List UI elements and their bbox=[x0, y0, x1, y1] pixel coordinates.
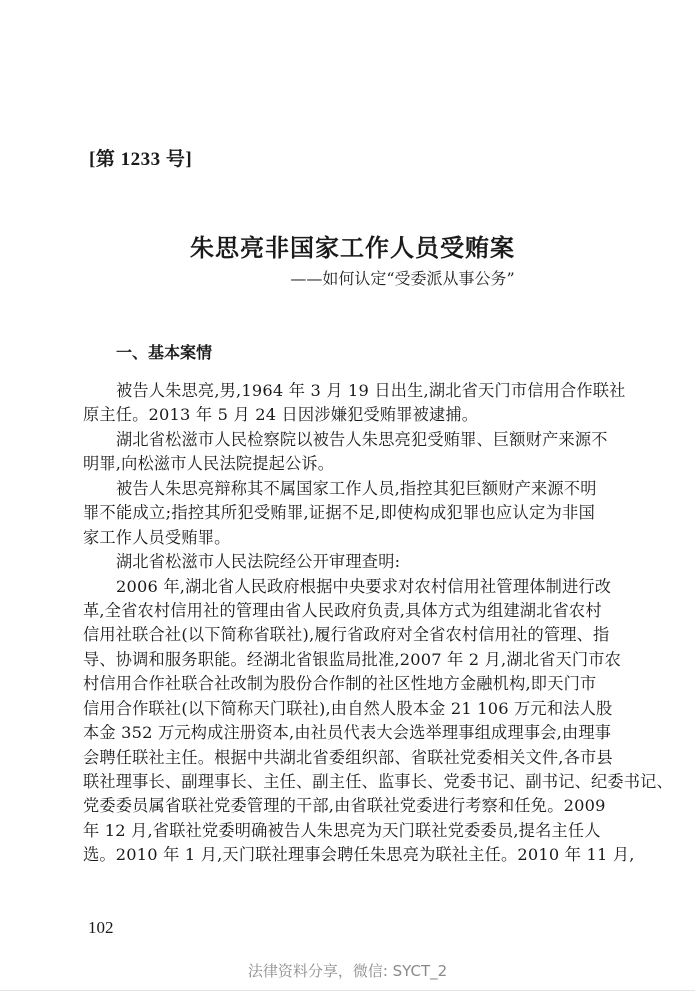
text-line: 明罪,向松滋市人民法院提起公诉。 bbox=[83, 454, 335, 474]
case-title: 朱思亮非国家工作人员受贿案 bbox=[190, 233, 515, 262]
case-number: [第 1233 号] bbox=[89, 149, 193, 170]
text-line: 本金 352 万元构成注册资本,由社员代表大会选举理事组成理事会,由理事 bbox=[83, 723, 612, 743]
text-line: 党委委员属省联社党委管理的干部,由省联社党委进行考察和任免。2009 bbox=[83, 796, 606, 816]
text-line: 联社理事长、副理事长、主任、副主任、监事长、党委书记、副书记、纪委书记、 bbox=[83, 772, 673, 791]
body-text bbox=[83, 379, 673, 868]
text-line: 被告人朱思亮辩称其不属国家工作人员,指控其犯巨额财产来源不明 bbox=[116, 478, 597, 498]
text-line: 湖北省松滋市人民法院经公开审理查明: bbox=[116, 552, 401, 572]
text-line: 导、协调和服务职能。经湖北省银监局批准,2007 年 2 月,湖北省天门市农 bbox=[83, 649, 622, 669]
page-number: 102 bbox=[88, 918, 114, 937]
text-line: 年 12 月,省联社党委明确被告人朱思亮为天门联社党委委员,提名主任人 bbox=[83, 820, 601, 840]
case-subtitle: ——如何认定“受委派从事公务” bbox=[290, 269, 515, 288]
section-heading: 一、基本案情 bbox=[116, 343, 213, 362]
text-line: 罪不能成立;指控其所犯受贿罪,证据不足,即使构成犯罪也应认定为非国 bbox=[83, 503, 595, 523]
text-line: 会聘任联社主任。根据中共湖北省委组织部、省联社党委相关文件,各市县 bbox=[83, 747, 613, 767]
text-line: 被告人朱思亮,男,1964 年 3 月 19 日出生,湖北省天门市信用合作联社 bbox=[116, 381, 626, 400]
watermark-text: 法律资料分享，微信: SYCT_2 bbox=[247, 962, 448, 980]
text-line: 原主任。2013 年 5 月 24 日因涉嫌犯受贿罪被逮捕。 bbox=[83, 405, 479, 425]
text-line: 信用合作联社(以下简称天门联社),由自然人股本金 21 106 万元和法人股 bbox=[83, 698, 613, 718]
text-line: 家工作人员受贿罪。 bbox=[83, 527, 231, 547]
text-line: 选。2010 年 1 月,天门联社理事会聘任朱思亮为联社主任。2010 年 11 月, bbox=[83, 845, 635, 865]
text-line: 2006 年,湖北省人民政府根据中央要求对农村信用社管理体制进行改 bbox=[116, 576, 612, 596]
text-line: 信用社联合社(以下简称省联社),履行省政府对全省农村信用社的管理、指 bbox=[83, 625, 610, 645]
bottom-divider bbox=[0, 990, 695, 991]
text-line: 湖北省松滋市人民检察院以被告人朱思亮犯受贿罪、巨额财产来源不 bbox=[116, 429, 608, 449]
text-line: 村信用合作社联合社改制为股份合作制的社区性地方金融机构,即天门市 bbox=[83, 674, 597, 694]
text-line: 革,全省农村信用社的管理由省人民政府负责,具体方式为组建湖北省农村 bbox=[83, 600, 602, 620]
